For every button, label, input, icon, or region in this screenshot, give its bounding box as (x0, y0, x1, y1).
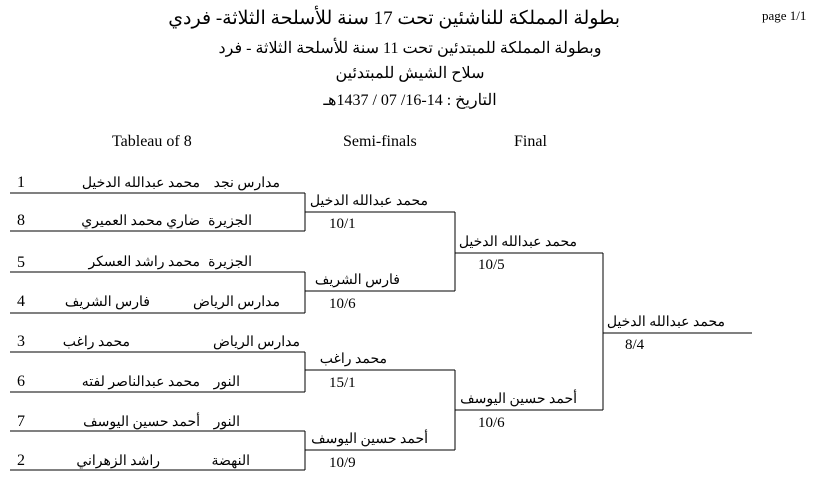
fencer-club: الجزيرة (208, 255, 252, 270)
seed-number: 5 (17, 254, 25, 271)
semi-winner-name: فارس الشريف (314, 273, 400, 288)
fencer-name: محمد عبدالناصر لفته (81, 375, 200, 390)
seed-number: 4 (17, 293, 25, 310)
round-header-tableau: Tableau of 8 (112, 133, 192, 150)
fencer-name: أحمد حسين اليوسف (83, 415, 200, 430)
title-line-1: بطولة المملكة للناشئين تحت 17 سنة للأسلحة الثلاثة- فردي (168, 8, 620, 29)
bout-score: 10/6 (478, 415, 505, 431)
fencer-club: مدارس الرياض (212, 335, 300, 350)
round-header-semifinals: Semi-finals (343, 133, 417, 150)
seed-number: 1 (17, 174, 25, 191)
fencer-name: محمد راشد العسكر (88, 255, 200, 270)
seed-number: 2 (17, 452, 25, 469)
bout-score: 10/1 (329, 216, 356, 232)
fencer-name: راشد الزهراني (76, 454, 160, 469)
bout-score: 15/1 (329, 375, 356, 391)
round-header-final: Final (514, 133, 547, 150)
title-line-4: التاريخ : 14-16/ 07 / 1437هـ (323, 92, 497, 109)
fencer-name: محمد راغب (62, 335, 130, 350)
title-line-3: سلاح الشيش للمبتدئين (335, 65, 485, 82)
fencer-name: ضاري محمد العميري (81, 214, 200, 229)
title-line-2: وبطولة المملكة للمبتدئين تحت 11 سنة للأسلحة الثلاثة - فرد (218, 40, 602, 57)
seed-number: 8 (17, 212, 25, 229)
page-number: page 1/1 (762, 8, 807, 23)
seed-number: 7 (17, 413, 25, 430)
fencer-name: فارس الشريف (64, 295, 150, 310)
semi-winner-name: محمد راغب (319, 352, 387, 367)
seed-number: 6 (17, 373, 25, 390)
fencer-club: النهضة (211, 454, 250, 469)
bout-score: 10/6 (329, 296, 356, 312)
fencer-club: النور (213, 375, 240, 390)
seed-number: 3 (17, 333, 25, 350)
bout-score: 10/5 (478, 257, 505, 273)
semi-winner-name: أحمد حسين اليوسف (311, 432, 428, 447)
fencer-club: الجزيرة (208, 214, 252, 229)
fencer-club: مدارس الرياض (192, 295, 280, 310)
fencer-name: محمد عبدالله الدخيل (81, 176, 200, 191)
final-winner-name: محمد عبدالله الدخيل (458, 235, 577, 250)
fencer-club: النور (213, 415, 240, 430)
fencer-club: مدارس نجد (213, 176, 280, 191)
semi-winner-name: محمد عبدالله الدخيل (309, 194, 428, 209)
champion-score: 8/4 (625, 337, 645, 353)
bout-score: 10/9 (329, 455, 356, 471)
final-winner-name: أحمد حسين اليوسف (460, 392, 577, 407)
champion-name: محمد عبدالله الدخيل (606, 315, 725, 330)
